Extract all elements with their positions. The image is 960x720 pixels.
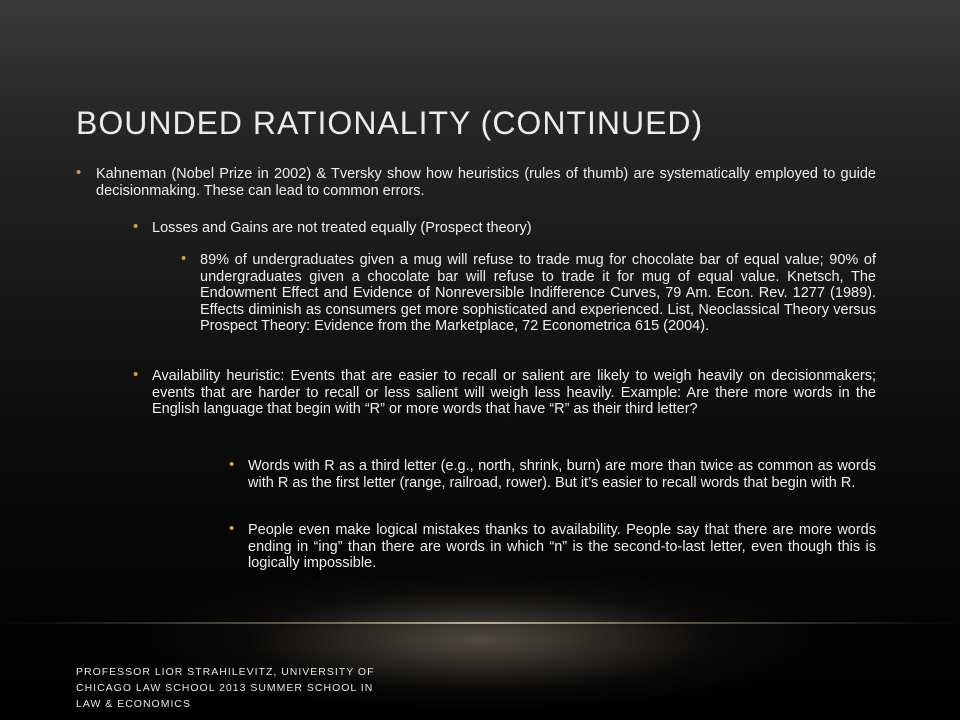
bullet-availability-heuristic	[133, 366, 876, 418]
bullet-text: Losses and Gains are not treated equally (Prospect theory)	[152, 220, 532, 236]
bullet-prospect-theory	[133, 218, 876, 237]
decorative-glow-line	[0, 622, 960, 624]
footer-credit: PROFESSOR LIOR STRAHILEVITZ, UNIVERSITY OF CHICAGO LAW SCHOOL 2013 SUMMER SCHOOL IN LAW & ECONOMICS	[76, 666, 375, 710]
bullet-icon: •	[181, 250, 187, 267]
bullet-icon: •	[229, 520, 235, 537]
bullet-heuristics-intro	[76, 164, 876, 199]
bullet-endowment-effect	[181, 250, 876, 335]
bullet-icon: •	[133, 218, 139, 235]
slide-title: BOUNDED RATIONALITY (CONTINUED)	[76, 105, 704, 141]
bullet-third-letter-words	[229, 456, 876, 491]
bullet-text: Kahneman (Nobel Prize in 2002) & Tversky show how heuristics (rules of thumb) are systematically employed to guide decisionmaking. These can lead to common errors.	[96, 166, 876, 199]
bullet-text: Availability heuristic: Events that are easier to recall or salient are likely to weigh heavily on decisionmakers; events that are harder to recall or less salient will weigh less heavily. Example: Are there more words in the English language that begin with “R” or more words that have “R” as their third letter?	[152, 368, 876, 417]
bullet-logical-mistakes	[229, 520, 876, 572]
bullet-icon: •	[76, 164, 82, 181]
bullet-icon: •	[133, 366, 139, 383]
bullet-text: 89% of undergraduates given a mug will refuse to trade mug for chocolate bar of equal value; 90% of undergraduates given a chocolate bar will refuse to trade it for mug of equal value. Knetsch, The Endowment Effect and Evidence of Nonreversible Indifference Curves, 79 Am. Econ. Rev. 1277 (1989). Effects diminish as consumers get more sophisticated and experienced. List, Neoclassical Theory versus Prospect Theory: Evidence from the Marketplace, 72 Econometrica 615 (2004).	[200, 252, 876, 334]
bullet-icon: •	[229, 456, 235, 473]
bullet-text: People even make logical mistakes thanks to availability. People say that there are more words ending in “ing” than there are words in which “n” is the second-to-last letter, even though this is logically impossible.	[248, 522, 876, 571]
bullet-text: Words with R as a third letter (e.g., north, shrink, burn) are more than twice as common as words with R as the first letter (range, railroad, rower). But it’s easier to recall words that begin with R.	[248, 458, 876, 491]
